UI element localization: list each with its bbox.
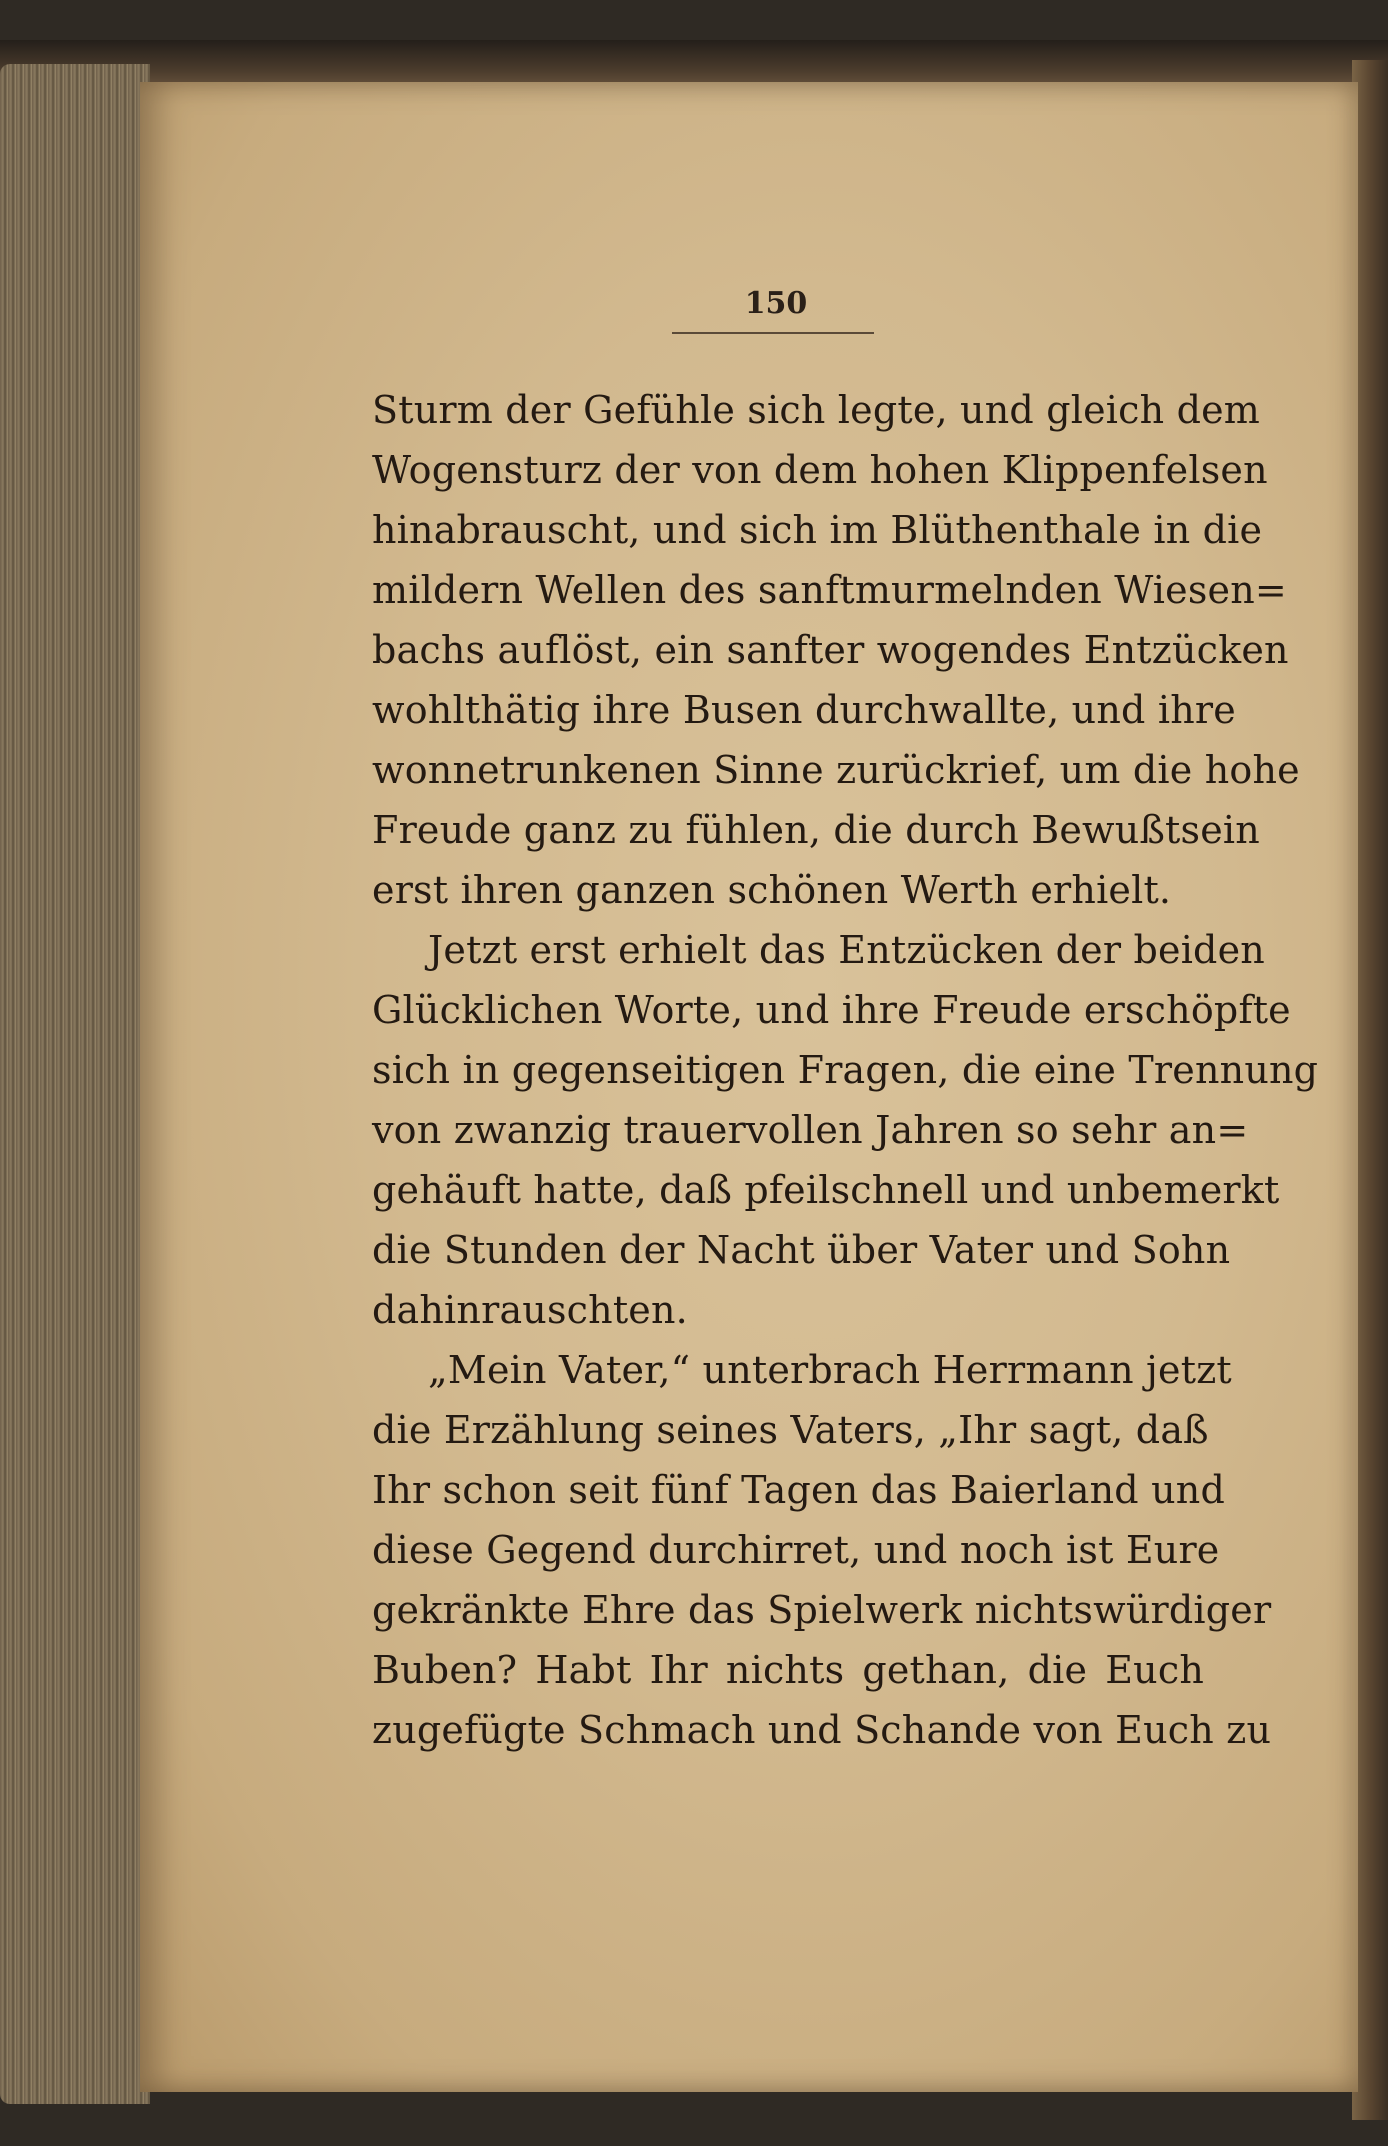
text-line: erst ihren ganzen schönen Werth erhielt. bbox=[372, 868, 1172, 912]
text-line: von zwanzig trauervollen Jahren so sehr an= bbox=[372, 1108, 1249, 1152]
text-line: bachs auflöst, ein sanfter wogendes Entzücken bbox=[372, 628, 1289, 672]
text-line: Jetzt erst erhielt das Entzücken der beiden bbox=[428, 928, 1265, 972]
text-line: Freude ganz zu fühlen, die durch Bewußtsein bbox=[372, 808, 1260, 852]
text-line: „Mein Vater,“ unterbrach Herrmann jetzt bbox=[428, 1348, 1232, 1392]
text-line: die Erzählung seines Vaters, „Ihr sagt, daß bbox=[372, 1408, 1209, 1452]
text-line: wohlthätig ihre Busen durchwallte, und ihre bbox=[372, 688, 1236, 732]
text-line: dahinrauschten. bbox=[372, 1288, 688, 1332]
text-line: mildern Wellen des sanftmurmelnden Wiesen= bbox=[372, 568, 1287, 612]
text-line: hinabrauscht, und sich im Blüthenthale in die bbox=[372, 508, 1263, 552]
text-line: diese Gegend durchirret, und noch ist Eure bbox=[372, 1528, 1220, 1572]
page-number: 150 bbox=[744, 286, 808, 321]
text-line: wonnetrunkenen Sinne zurückrief, um die hohe bbox=[372, 748, 1300, 792]
text-line: Buben? Habt Ihr nichts gethan, die Euch bbox=[372, 1648, 1204, 1692]
text-line: Ihr schon seit fünf Tagen das Baierland und bbox=[372, 1468, 1225, 1512]
text-line: gehäuft hatte, daß pfeilschnell und unbemerkt bbox=[372, 1168, 1280, 1212]
text-line: zugefügte Schmach und Schande von Euch zu bbox=[372, 1708, 1272, 1752]
header-rule bbox=[672, 332, 874, 334]
text-line: gekränkte Ehre das Spielwerk nichtswürdiger bbox=[372, 1588, 1272, 1632]
body-text bbox=[372, 380, 1319, 1760]
text-line: Wogensturz der von dem hohen Klippenfelsen bbox=[372, 448, 1268, 492]
page-stack-edge bbox=[0, 64, 150, 2104]
text-line: Sturm der Gefühle sich legte, und gleich dem bbox=[372, 388, 1261, 432]
text-line: Glücklichen Worte, und ihre Freude erschöpfte bbox=[372, 988, 1291, 1032]
text-line: sich in gegenseitigen Fragen, die eine Trennung bbox=[372, 1048, 1319, 1092]
text-line: die Stunden der Nacht über Vater und Sohn bbox=[372, 1228, 1231, 1272]
